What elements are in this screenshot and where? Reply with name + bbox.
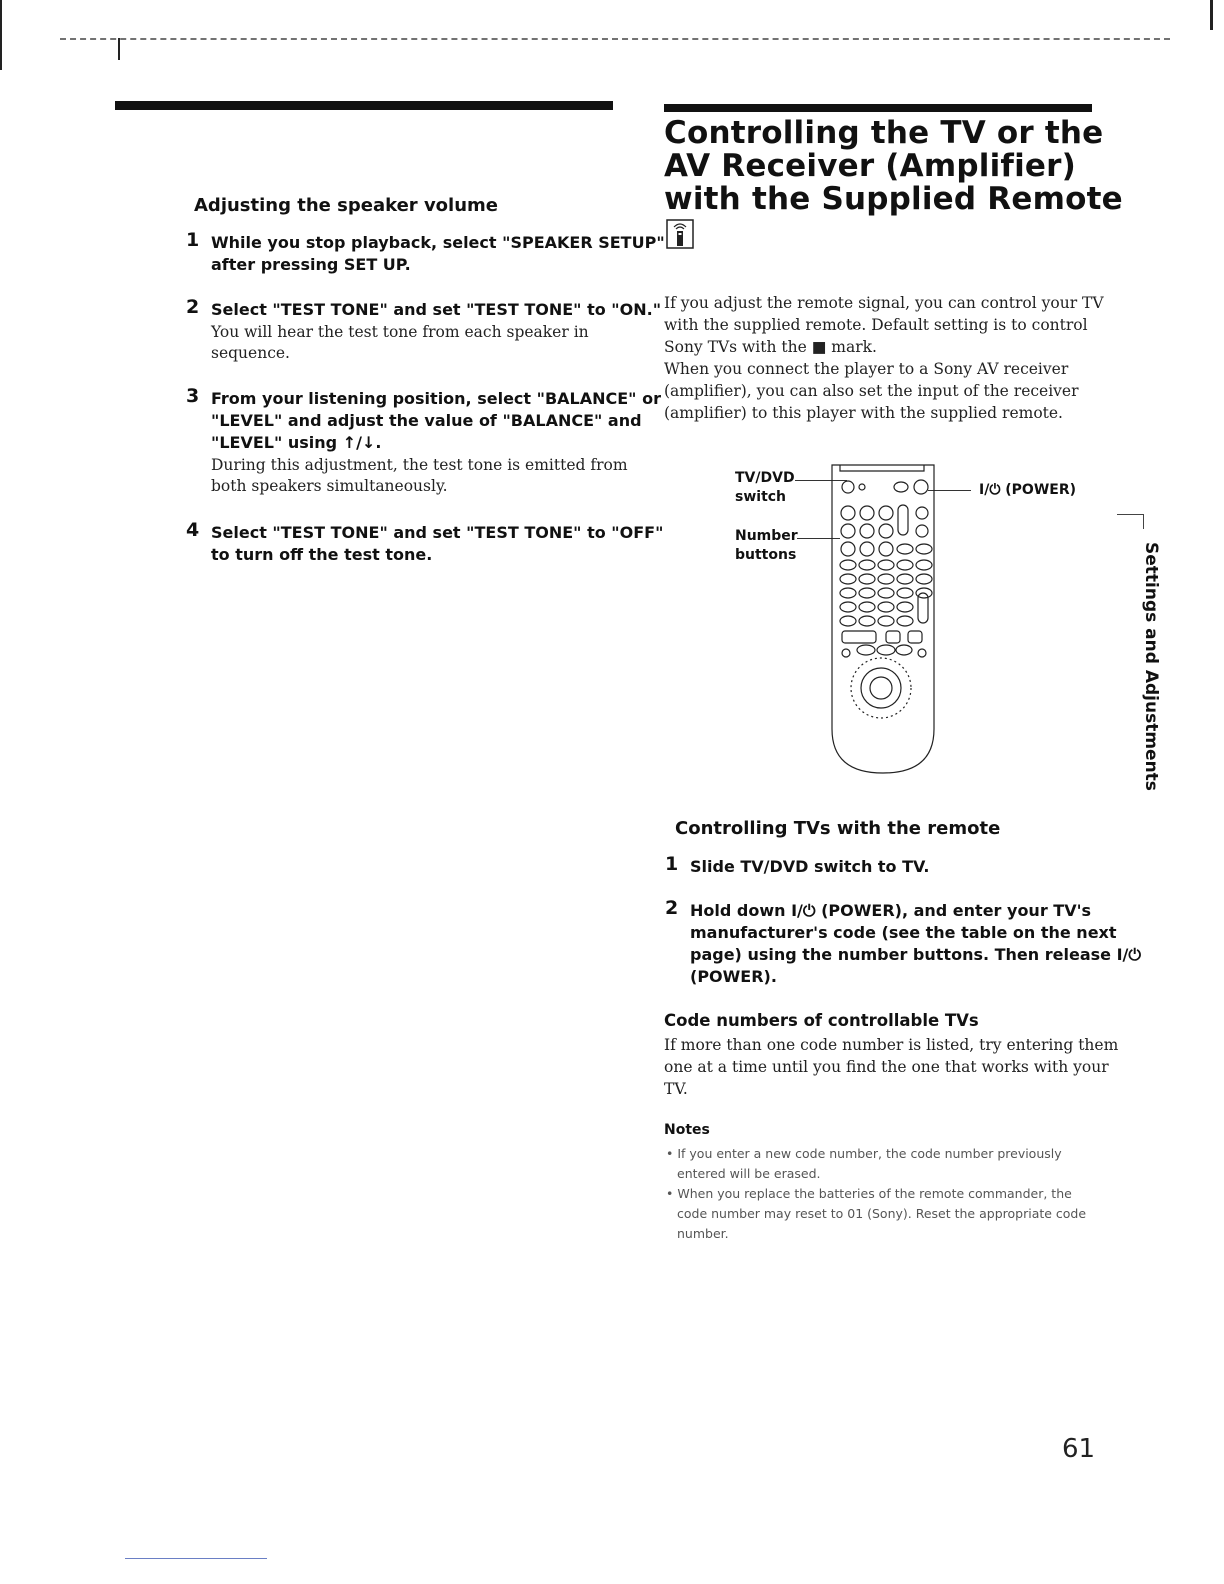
step-title: While you stop playback, select "SPEAKER SETUP" after pressing SET UP.: [211, 233, 665, 274]
crop-line: [60, 38, 1170, 40]
section-rule-left: [115, 101, 613, 110]
controlling-tvs-heading: Controlling TVs with the remote: [675, 818, 1001, 839]
step-number: 1: [665, 853, 679, 875]
step-number: 2: [665, 897, 679, 919]
bottom-rule: [125, 1558, 267, 1559]
section-rule-right: [664, 104, 1092, 112]
side-tab-label: Settings and Adjustments: [1141, 542, 1161, 791]
speaker-volume-heading: Adjusting the speaker volume: [194, 195, 498, 216]
power-callout: I/⏻ (POWER): [979, 482, 1077, 498]
notes-heading: Notes: [664, 1122, 710, 1138]
intro-paragraph: If you adjust the remote signal, you can control your TV with the supplied remote. Default setting is to control Sony TVs with the ■ mark. When you connect the player to a Sony AV receiver (amplifier), you can also set the input of the receiver (amplifier) to this player with the supplied remote.: [664, 294, 1104, 422]
step-body: You will hear the test tone from each speaker in sequence.: [211, 323, 589, 362]
step-number: 3: [186, 385, 200, 407]
step-body: During this adjustment, the test tone is emitted from both speakers simultaneously.: [211, 456, 628, 495]
step-number: 4: [186, 519, 200, 541]
step-title: Hold down I/⏻ (POWER), and enter your TV's manufacturer's code (see the table on the next page) using the number buttons. Then release I/⏻ (POWER).: [690, 901, 1142, 986]
page-number: 61: [1062, 1434, 1096, 1464]
step-title: Select "TEST TONE" and set "TEST TONE" to "ON.": [211, 300, 662, 319]
step-number: 2: [186, 296, 200, 318]
scan-edge-right: [1210, 0, 1213, 30]
step-title: Slide TV/DVD switch to TV.: [690, 857, 930, 876]
step-title: Select "TEST TONE" and set "TEST TONE" to "OFF" to turn off the test tone.: [211, 523, 664, 564]
tvdvd-switch-callout: TV/DVD switch: [735, 470, 795, 505]
note-item: • If you enter a new code number, the code number previously entered will be erased.: [666, 1146, 1062, 1181]
page-title: Controlling the TV or the AV Receiver (Amplifier) with the Supplied Remote: [664, 115, 1123, 217]
note-item: • When you replace the batteries of the remote commander, the code number may reset to 01 (Sony). Reset the appropriate code number.: [666, 1186, 1087, 1241]
step-number: 1: [186, 229, 200, 251]
code-numbers-heading: Code numbers of controllable TVs: [664, 1011, 979, 1030]
code-numbers-paragraph: If more than one code number is listed, try entering them one at a time until you find the one that works with your TV.: [664, 1036, 1119, 1098]
remote-signal-icon: [666, 219, 694, 249]
step-title: From your listening position, select "BALANCE" or "LEVEL" and adjust the value of "BALANCE" and "LEVEL" using ↑/↓.: [211, 389, 661, 452]
number-buttons-callout: Number buttons: [735, 528, 798, 563]
scan-edge-left: [0, 0, 2, 70]
side-tab-bracket: [1117, 514, 1144, 529]
remote-illustration: [828, 461, 938, 777]
crop-mark: [118, 38, 120, 60]
